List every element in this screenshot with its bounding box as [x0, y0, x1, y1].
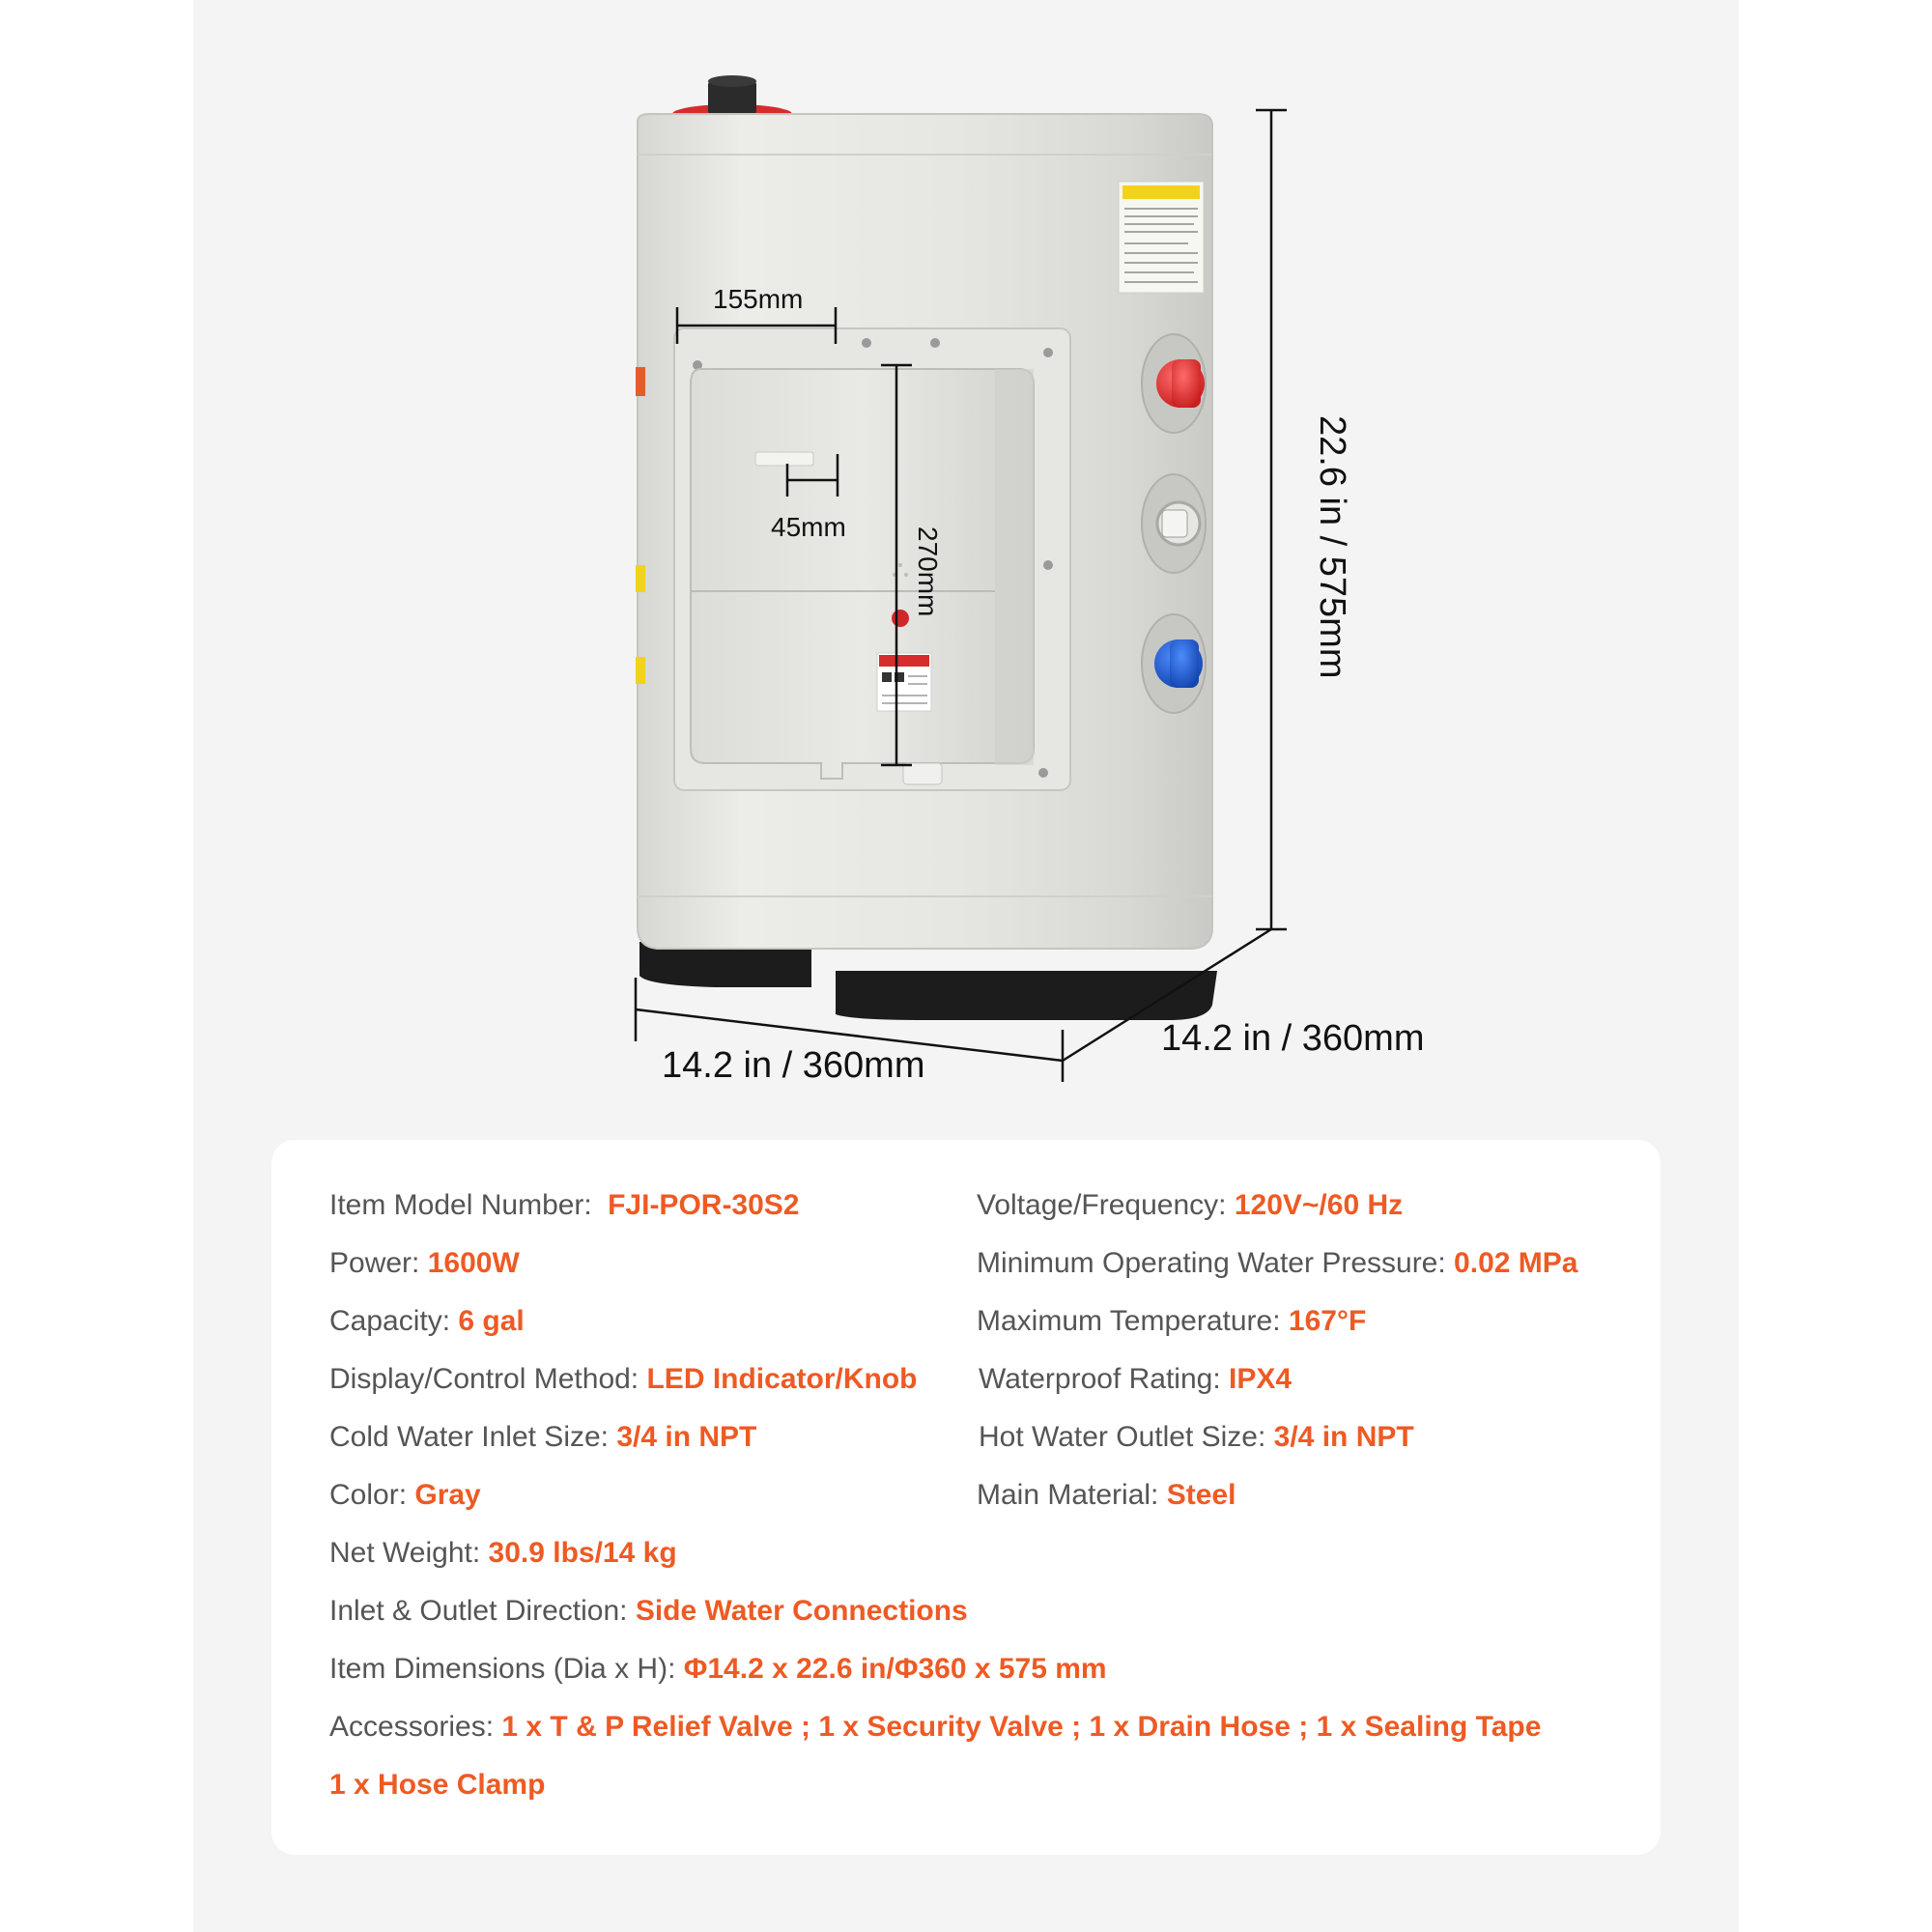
- base-foot-right: [836, 971, 1217, 1020]
- product-illustration: [193, 0, 1739, 1121]
- product-sheet: [193, 0, 1739, 1932]
- hot-water-outlet-icon: [1142, 334, 1206, 433]
- spec-table: [271, 1140, 1661, 1855]
- relief-valve-port-icon: [1142, 474, 1206, 573]
- panel-label: [755, 452, 813, 466]
- spec-net-weight: Net Weight: 30.9 lbs/14 kg: [329, 1537, 677, 1569]
- panel-height-dimension-label: 270mm: [913, 526, 943, 617]
- spec-min-pressure: Minimum Operating Water Pressure: 0.02 MPa: [977, 1247, 1578, 1279]
- spec-capacity: Capacity: 6 gal: [329, 1305, 525, 1337]
- front-width-dimension-label: 14.2 in / 360mm: [662, 1045, 925, 1086]
- panel-depth-dimension-label: 45mm: [771, 512, 846, 542]
- water-heater-drawing: [193, 0, 1739, 1121]
- spec-max-temperature: Maximum Temperature: 167°F: [977, 1305, 1367, 1337]
- panel-width-dimension-label: 155mm: [713, 284, 804, 314]
- cable-gland: [903, 763, 942, 784]
- spec-model-number: Item Model Number: FJI-POR-30S2: [329, 1189, 800, 1221]
- spec-display-control: Display/Control Method: LED Indicator/Knob: [329, 1363, 918, 1395]
- spec-main-material: Main Material: Steel: [977, 1479, 1236, 1511]
- spec-waterproof-rating: Waterproof Rating: IPX4: [979, 1363, 1293, 1395]
- side-depth-dimension-label: 14.2 in / 360mm: [1161, 1018, 1425, 1059]
- led-indicator: [892, 610, 909, 627]
- spec-voltage-frequency: Voltage/Frequency: 120V~/60 Hz: [977, 1189, 1404, 1221]
- spec-cold-inlet: Cold Water Inlet Size: 3/4 in NPT: [329, 1421, 757, 1453]
- spec-inlet-outlet-direction: Inlet & Outlet Direction: Side Water Connections: [329, 1595, 968, 1627]
- height-dimension-label: 22.6 in / 575mm: [1312, 415, 1352, 679]
- control-panel: [691, 369, 1034, 779]
- spec-hot-outlet: Hot Water Outlet Size: 3/4 in NPT: [979, 1421, 1414, 1453]
- spec-item-dimensions: Item Dimensions (Dia x H): Φ14.2 x 22.6 in/Φ360 x 575 mm: [329, 1653, 1107, 1685]
- cold-water-inlet-icon: [1142, 614, 1206, 713]
- spec-power: Power: 1600W: [329, 1247, 520, 1279]
- spec-color: Color: Gray: [329, 1479, 481, 1511]
- spec-accessories: Accessories: 1 x T & P Relief Valve ; 1 x Security Valve ; 1 x Drain Hose ; 1 x Sealing Tape: [329, 1711, 1542, 1743]
- spec-accessories-continued: 1 x Hose Clamp: [329, 1769, 546, 1801]
